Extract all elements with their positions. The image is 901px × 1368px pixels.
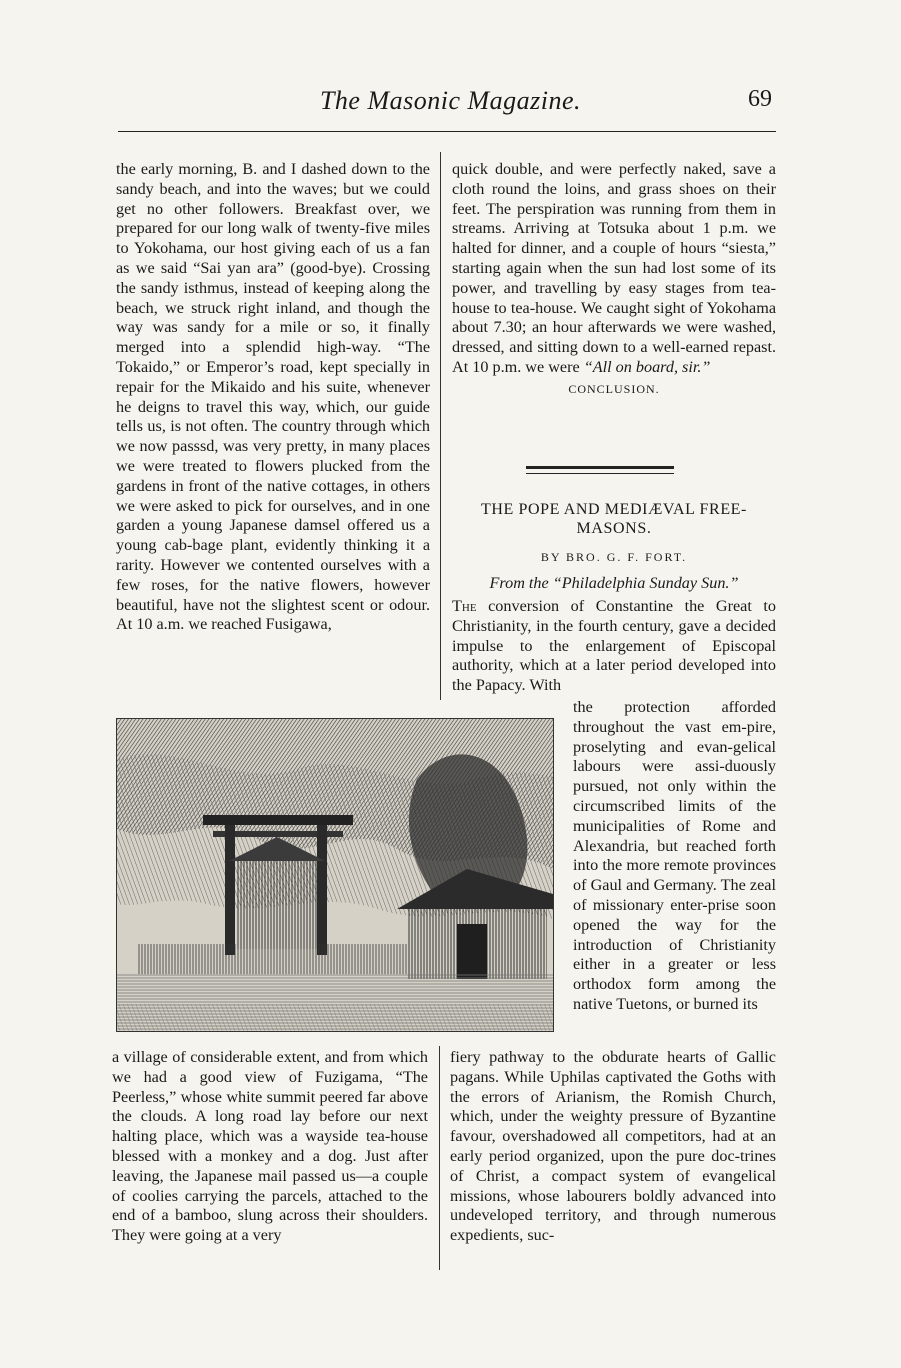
left-column-bottom	[112, 1048, 428, 1246]
article-continuation-text: fiery pathway to the obdurate hearts of Gallic pagans. While Uphilas captivated the Goths with the errors of Arianism, the Romish Church, which, under the weighty pressure of Byzantine favour, overshadowed all competitors, had at an early period organized, upon the pure doc-trines of Christ, a compact system of evangelical missions, whose labourers boldly advanced into undeveloped territory, and through numerous expedients, suc-	[450, 1048, 776, 1245]
closing-text: quick double, and were perfectly naked, save a cloth round the loins, and grass shoes on their feet. The perspiration was running from them in streams. Arriving at Totsuka about 1 p.m. we halted for dinner, and a couple of hours “siesta,” starting again when the sun had lost some of its power, and travelling by easy stages from tea-house to tea-house. We caught sight of Yokohama about 7.30; an hour afterwards we were washed, dressed, and sitting down to a well-earned repast. At 10 p.m. we were	[452, 160, 776, 376]
right-column-top-paragraph	[452, 160, 776, 378]
article-opening-paragraph	[452, 597, 776, 696]
column-divider-bottom	[439, 1046, 440, 1270]
running-title: The Masonic Magazine.	[319, 86, 582, 115]
article-opening-text: conversion of Constantine the Great to Christianity, in the fourth century, gave a decided impulse to the enlargement of Episcopal authority, which at a later period developed into the Papacy. With	[452, 597, 776, 695]
engraving-drawing	[117, 719, 553, 1031]
article-lead-word: The	[452, 597, 477, 615]
left-column-top-paragraph: the early morning, B. and I dashed down to the sandy beach, and into the waves; but we could get no other followers. Breakfast over, we prepared for our long walk of twenty-five miles to Yokohama, our host giving each of us a fan as we said “Sai yan ara” (good-bye). Crossing the sandy isthmus, instead of keeping along the beach, we struck right inland, and though the way was sandy for a mile or so, it finally merged into a splendid high-way. “The Tokaido,” or Emperor’s road, kept specially in repair for the Mikaido and his suite, whenever he deigns to travel this way, which, our guide tells us, is not often. The country through which we now passsd, was very pretty, in many places we were treated to flowers plucked from the gardens in front of the native cottages, in others we were asked to pick for ourselves, and in one garden a young Japanese damsel offered us a young cab-bage plant, evidently thinking it a rarity. However we contented ourselves with a few roses, for the native flowers, however beautiful, have not the slightest scent or odour. At 10 a.m. we reached Fusigawa,	[116, 160, 430, 634]
article-title-line-1: THE POPE AND MEDIÆVAL FREE-	[481, 501, 747, 518]
section-divider-lower	[526, 473, 674, 474]
article-continuation	[450, 1048, 776, 1246]
column-divider-top	[440, 152, 441, 700]
page-number: 69	[748, 86, 772, 112]
teahouse-engraving	[116, 718, 554, 1032]
left-column-top	[116, 160, 430, 635]
left-column-bottom-paragraph: a village of considerable extent, and from which we had a good view of Fuzigama, “The Peerless,” whose white summit peered far above the clouds. A long road lay before our next halting place, which was a wayside tea-house blessed with a monkey and a dog. Just after leaving, the Japanese mail passed us—a couple of coolies carrying the parcels, attached to the end of a bamboo, slung across their shoulders. They were going at a very	[112, 1048, 428, 1245]
section-divider-upper	[526, 466, 674, 469]
right-column-top	[452, 160, 776, 400]
article-title-line-2: MASONS.	[576, 520, 652, 537]
article-opening	[452, 597, 776, 696]
header-rule	[118, 131, 776, 132]
article-beside-image-text: the protection afforded throughout the vast em-pire, proselyting and evan-gelical labours were assi-duously pursued, not only within the circumscribed limits of the municipalities of Rome and Alexandria, but reached forth into the more remote provinces of Gaul and Germany. The zeal of missionary enter-prise soon opened the way for the introduction of Christianity either in a greater or less orthodox form among the native Tuetons, or burned its	[573, 698, 776, 1013]
conclusion-label: CONCLUSION.	[568, 381, 660, 396]
article-title	[450, 500, 778, 538]
article-byline: BY BRO. G. F. FORT.	[540, 550, 688, 564]
article-beside-image	[573, 698, 776, 1015]
closing-emphasis: “All on board, sir.”	[583, 357, 711, 376]
article-source: From the “Philadelphia Sunday Sun.”	[489, 574, 739, 592]
